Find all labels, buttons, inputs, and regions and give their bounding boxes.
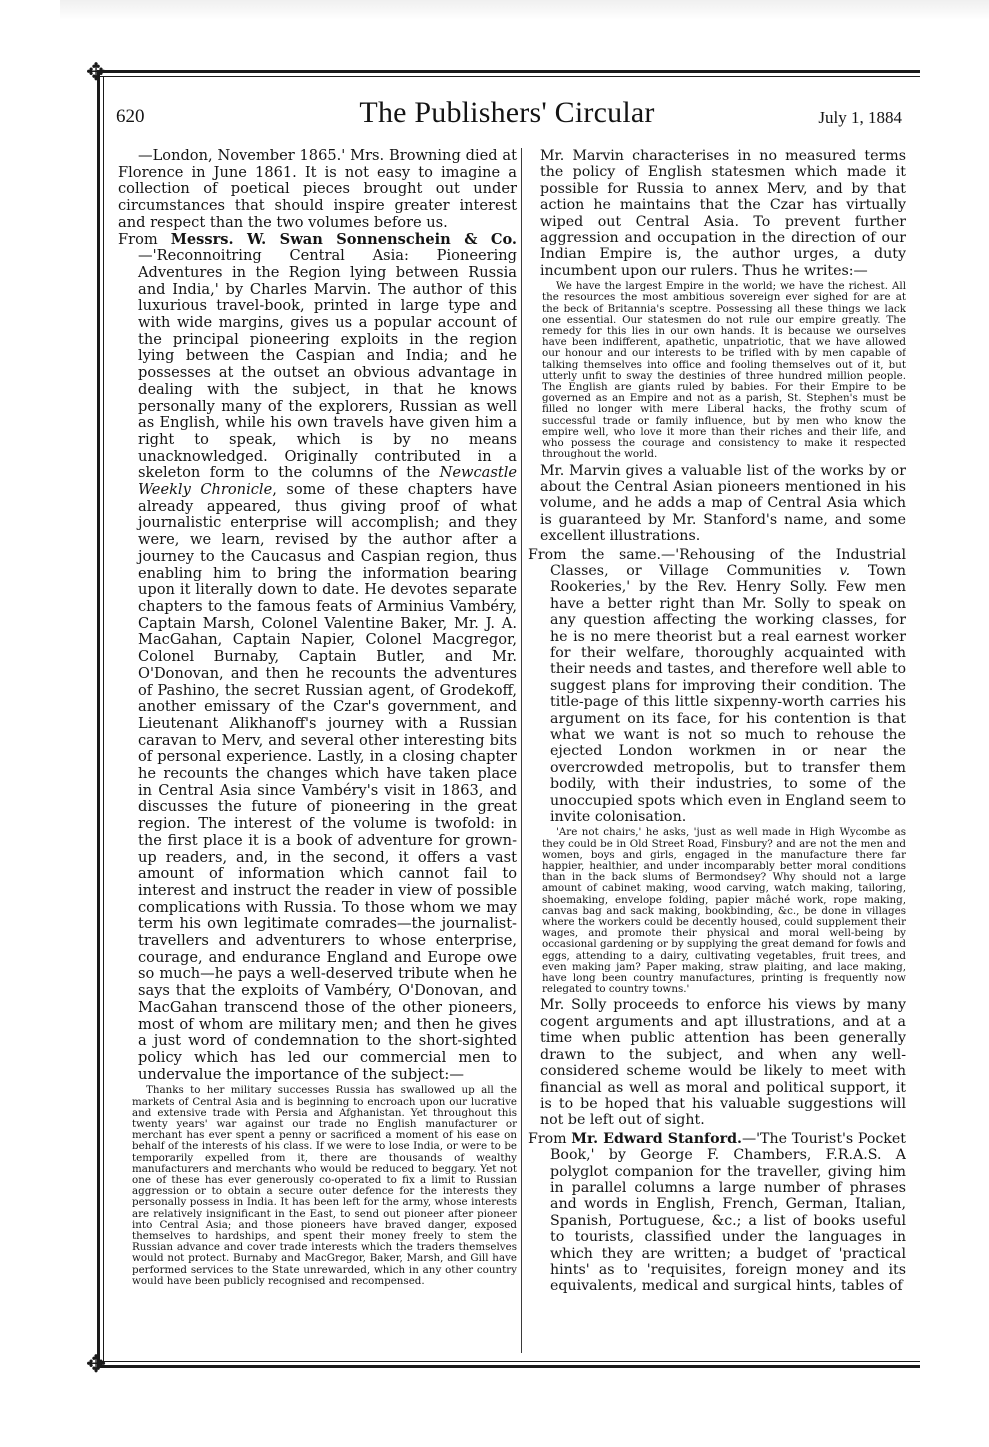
left-column bbox=[118, 148, 517, 1356]
left-rule-thick bbox=[97, 70, 100, 1368]
entry-from-label-2: From bbox=[528, 1130, 567, 1147]
bottom-rule-thick bbox=[100, 1365, 920, 1368]
top-rule-thick bbox=[100, 70, 920, 73]
paragraph-browning: —London, November 1865.' Mrs. Browning died at Florence in June 1861. It is not easy to imagine a collection of poetical pieces brought out under circumstances that should inspire greater interest and respect than the two volumes before us. bbox=[118, 148, 517, 231]
journal-title: Newcastle Weekly Chronicle bbox=[138, 464, 517, 499]
quote-russian-markets: Thanks to her military successes Russia has swallowed up all the markets of Central Asia and is beginning to encroach upon our lucrative and extensive trade with Persia and Afghanistan. Yet throughout this twenty years' war against our trade no English manufacturer or merchant has ever spent a penny or sacrificed a moment of his ease on behalf of the interests of his class. If we were to lose India, or were to be temporarily expelled from it, there are thousands of wealthy manufacturers and merchants who would be reduced to beggary. Yet not one of these has ever generously co-operated to fix a limit to Russian aggression or to obtain a secure outer defence for the interests they personally possess in India. It has been left for the army, whose interests are relatively insignificant in the East, to send out pioneer after pioneer into Central Asia; and those pioneers have braved danger, exposed themselves to hardships, and spent their money freely to stem the Russian advance and cover trade interests which the traders themselves would not protect. Burnaby and MacGregor, Baker, Marsh, and Gill have performed services to the State unrewarded, which in any other country would have been publicly recognised and recompensed. bbox=[132, 1084, 517, 1287]
scan-shading bbox=[60, 0, 989, 20]
page-number: 620 bbox=[116, 106, 145, 127]
issue-date: July 1, 1884 bbox=[818, 108, 902, 127]
quote-chairs: 'Are not chairs,' he asks, 'just as well made in High Wycombe as they could be in Old Street Road, Finsbury? and are not the men and women, boys and girls, engaged in the manufacture there far happier, healthier, and under incomparably better moral conditions than in the back slums of Bermondsey? Why should not a large amount of cabinet making, wood carving, watch making, tailoring, shoemaking, envelope folding, papier mâché work, rope making, canvas bag and sack making, bookbinding, &c., be done in villages where the workers could be decently housed, could supplement their wages, and promote their physical and moral well-being by occasional gardening or by supplying the great demand for fowls and eggs, attending to a dairy, cultivating vegetables, fruit trees, and even making jam? Paper making, straw plaiting, and lace making, have long been country manufactures, printing is frequently now relegated to country towns.' bbox=[542, 826, 906, 996]
right-column bbox=[528, 148, 906, 1356]
entry-stanford bbox=[528, 1131, 906, 1295]
publisher-name: Messrs. W. Swan Sonnenschein & Co. bbox=[170, 230, 517, 248]
entry-text-part-a: —'Reconnoitring Central Asia: Pioneering Adventures in the Region lying between Russia and India,' by Charles Marvin. The author of this luxurious travel-book, printed in large type and with wide margins, gives us a popular account of the principal pioneering exploits in the region lying between the Caspian and India; and he possesses at the outset an obvious advantage in dealing with the subject, in that he knows personally many of the explorers, Russian as well as English, while his own travels have given him a right to speak, which is by no means unacknowledged. Originally contributed in a skeleton form to the columns of the bbox=[138, 247, 517, 482]
left-rule-thin bbox=[103, 76, 104, 1362]
quote-largest-empire: We have the largest Empire in the world; we have the richest. All the resources the most ambitious sovereign ever sighed for are at the beck of Britannia's sceptre. Possessing all these things we lack one essential. Our statesmen do not rule our empire greatly. The remedy for this lies in our own hands. It is because we ourselves have been indifferent, apathetic, unpatriotic, that we have allowed our honour and our interests to be trifled with by men capable of talking themselves into office and fooling themselves out of it, but utterly unfit to sway the destinies of three hundred million people. The English are giants ruled by babies. For their Empire to be governed as an Empire and not as a parish, St. Stephen's must be filled no longer with mere Liberal hacks, the frothy scum of successful trade or family influence, but by men who know the empire well, who love it more than their riches and their life, and who possess the courage and consistency to make it respected throughout the world. bbox=[542, 280, 906, 461]
ornament-bottom-left-icon: ✥ bbox=[86, 1350, 107, 1378]
top-rule-thin bbox=[100, 76, 920, 77]
bottom-rule-thin bbox=[100, 1361, 920, 1362]
entry-solly-text-a: —'Rehousing of the Industrial Classes, or Village Communities bbox=[550, 546, 906, 579]
entry-sonnenschein bbox=[118, 232, 517, 1084]
entry-text-part-b: , some of these chapters have already appeared, thus giving proof of what journalistic enterprise will accomplish; and they were, we learn, revised by the author after a journey to the Caucasus and Caspian region, thus enabling him to bring the information bearing upon it literally down to date. He devotes separate chapters to the famous feats of Arminius Vambéry, Captain Marsh, Colonel Valentine Baker, Mr. J. A. MacGahan, Captain Napier, Colonel Macgregor, Colonel Burnaby, Captain Butler, and Mr. O'Donovan, and then he recounts the adventures of Pashino, the secret Russian agent, of Grodekoff, another emissary of the Czar's government, and Lieutenant Alikhanoff's journey with a Russian caravan to Merv, and several other interesting bits of personal experience. Lastly, in a closing chapter he recounts the changes which have taken place in Central Asia since Vambéry's visit in 1863, and discusses the future of pioneering in the great region. The interest of the volume is twofold: in the first place it is a book of adventure for grown-up readers, and, in the second, it offers a vast amount of information which cannot fail to interest and instruct the reader in view of possible complications with Russia. To those whom we may term his own legitimate comrades—the journalist-travellers and adventurers to whose enterprise, courage, and endurance England and Europe owe so much—he pays a well-deserved tribute when he says that the exploits of Vambéry, O'Donovan, and MacGahan transcend those of the other pioneers, most of whom are military men; and then he gives a just word of condemnation to the short-sighted policy which has led our commercial men to undervalue the importance of the subject:— bbox=[138, 481, 517, 1083]
entry-from-same: From the same. bbox=[528, 546, 662, 563]
publisher-name-stanford: Mr. Edward Stanford. bbox=[571, 1130, 742, 1147]
page-header bbox=[112, 96, 902, 132]
paragraph-marvin-list: Mr. Marvin gives a valuable list of the works by or about the Central Asian pioneers mentioned in his volume, and he adds a map of Central Asia which is guaranteed by Mr. Stanford's name, and some excellent illustrations. bbox=[540, 462, 906, 545]
versus-abbrev: v. bbox=[839, 562, 851, 579]
entry-solly bbox=[528, 547, 906, 826]
paragraph-solly-proceeds: Mr. Solly proceeds to enforce his views by many cogent arguments and apt illustrations, and at a time when public attention has been generally drawn to the subject, and when any well-considered scheme would be likely to meet with financial as well as moral and political support, it is to be hoped that his valuable suggestions will not be left out of sight. bbox=[540, 997, 906, 1129]
paragraph-marvin-policy: Mr. Marvin characterises in no measured terms the policy of English statesmen which made it possible for Russia to annex Merv, and by that action he maintains that the Czar has virtually wiped out Central Asia. To prevent further aggression and occupation in the direction of our Indian Empire is, the author urges, a duty incumbent upon our rulers. Thus he writes:— bbox=[540, 148, 906, 279]
entry-stanford-text: —'The Tourist's Pocket Book,' by George F. Chambers, F.R.A.S. A polyglot companion for the traveller, giving him in parallel columns a large number of phrases and words in English, French, German, Italian, Spanish, Portuguese, &c.; a list of books useful to tourists, classified under the languages in which they are written; a budget of 'practical hints' as to 'requisites, foreign money and its equivalents, medical and surgical hints, tables of bbox=[550, 1130, 906, 1295]
entry-solly-text-b: Town Rookeries,' by the Rev. Henry Solly. Few men have a better right than Mr. Solly to speak on any question affecting the working classes, for he is no mere theorist but a real earnest worker for their welfare, thoroughly acquainted with their needs and tastes, and therefore well able to suggest plans for improving their condition. The title-page of this little sixpenny-worth carries his argument on its face, for his contention is that what we want is not so much to rehouse the ejected London workmen in or near the overcrowded metropolis, but to transfer them bodily, with their industries, to some of the unoccupied spots which even in England seem to invite colonisation. bbox=[550, 562, 906, 826]
entry-from-label: From bbox=[118, 230, 158, 248]
masthead-title: The Publishers' Circular bbox=[359, 96, 655, 129]
ornament-top-left-icon: ✥ bbox=[86, 58, 107, 86]
column-divider bbox=[521, 148, 522, 1353]
